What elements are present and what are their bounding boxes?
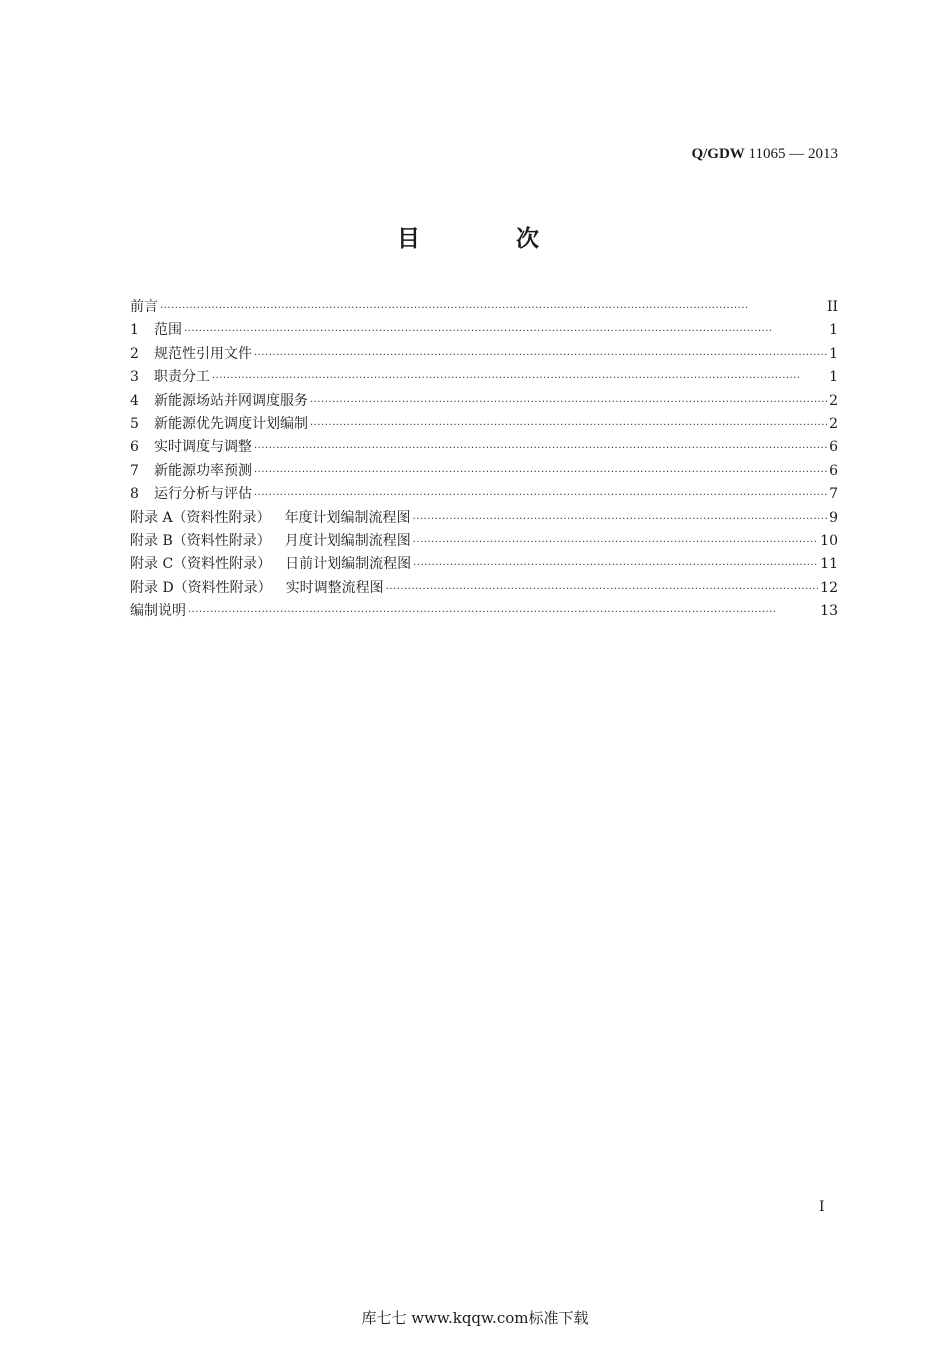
toc-entry-appendix-d[interactable] <box>130 577 838 600</box>
toc-leader-dots <box>254 483 827 506</box>
toc-entry-label: 范围 <box>154 322 182 339</box>
toc-title: 目 次 <box>396 226 583 252</box>
appendix-label: 附录 A（资料性附录） <box>130 509 271 526</box>
toc-entry-label: 编制说明 <box>130 603 186 620</box>
appendix-label: 附录 B（资料性附录） <box>130 532 271 549</box>
toc-entry-6[interactable] <box>130 436 838 459</box>
toc-leader-dots <box>310 390 827 413</box>
toc-leader-dots <box>160 296 825 319</box>
toc-entry-label <box>130 507 411 530</box>
toc-entry-label: 新能源优先调度计划编制 <box>154 415 308 432</box>
toc-entry-number: 8 <box>130 486 139 503</box>
toc-entry-label: 运行分析与评估 <box>154 486 252 503</box>
toc-entry-page: 11 <box>820 556 838 573</box>
toc-entry-page: 6 <box>829 439 838 456</box>
standard-code <box>691 146 838 163</box>
toc-entry-label: 前言 <box>130 299 158 315</box>
appendix-title: 实时调整流程图 <box>285 579 384 596</box>
toc-leader-dots <box>310 413 827 436</box>
toc-entry-5[interactable] <box>130 413 838 436</box>
toc-entry-label: 新能源场站并网调度服务 <box>154 392 308 409</box>
toc-entry-page: 1 <box>829 369 838 386</box>
table-of-contents <box>130 296 838 623</box>
toc-entry-2[interactable] <box>130 343 838 366</box>
toc-leader-dots <box>212 366 827 389</box>
toc-leader-dots <box>254 436 827 459</box>
toc-entry-page: 9 <box>829 509 838 526</box>
toc-entry-page: 1 <box>829 322 838 339</box>
toc-leader-dots <box>413 553 818 576</box>
toc-entry-8[interactable] <box>130 483 838 506</box>
toc-entry-page: 2 <box>829 415 838 432</box>
toc-entry-3[interactable] <box>130 366 838 389</box>
appendix-title: 年度计划编制流程图 <box>284 509 411 526</box>
toc-entry-label: 实时调度与调整 <box>154 439 252 456</box>
standard-number: 11065 — 2013 <box>748 146 838 162</box>
toc-entry-7[interactable] <box>130 460 838 483</box>
toc-entry-page: 12 <box>820 579 838 596</box>
toc-entry-label <box>130 577 384 600</box>
toc-entry-4[interactable] <box>130 390 838 413</box>
appendix-title: 月度计划编制流程图 <box>284 532 411 549</box>
toc-entry-number: 6 <box>130 439 139 456</box>
toc-entry-page: 2 <box>829 392 838 409</box>
toc-entry-number: 4 <box>130 392 139 409</box>
toc-entry-number: 2 <box>130 345 139 362</box>
footer-watermark: 库七七 www.kqqw.com标准下载 <box>361 1309 589 1327</box>
page-number: I <box>819 1199 825 1215</box>
appendix-label: 附录 D（资料性附录） <box>130 579 272 596</box>
toc-leader-dots <box>188 600 818 623</box>
toc-entry-page: 7 <box>829 486 838 503</box>
toc-entry-label: 新能源功率预测 <box>154 462 252 479</box>
toc-entry-appendix-b[interactable] <box>130 530 838 553</box>
toc-entry-page: 10 <box>820 532 838 549</box>
toc-leader-dots <box>184 319 827 342</box>
toc-entry-page: 13 <box>820 603 838 620</box>
toc-entry-page: II <box>826 299 838 315</box>
toc-entry-appendix-c[interactable] <box>130 553 838 576</box>
toc-entry-explanation[interactable] <box>130 600 838 623</box>
toc-leader-dots <box>386 577 818 600</box>
toc-entry-number: 1 <box>130 322 139 339</box>
toc-entry-label: 职责分工 <box>154 369 210 386</box>
toc-leader-dots <box>254 343 827 366</box>
appendix-label: 附录 C（资料性附录） <box>130 556 272 573</box>
appendix-title: 日前计划编制流程图 <box>285 556 412 573</box>
toc-entry-label <box>130 553 411 576</box>
toc-entry-number: 7 <box>130 462 139 479</box>
toc-entry-1[interactable] <box>130 319 838 342</box>
toc-leader-dots <box>254 460 827 483</box>
toc-entry-page: 6 <box>829 462 838 479</box>
toc-entry-label: 规范性引用文件 <box>154 345 252 362</box>
toc-entry-number: 5 <box>130 415 139 432</box>
toc-entry-page: 1 <box>829 345 838 362</box>
standard-prefix: Q/GDW <box>691 146 745 162</box>
toc-entry-foreword[interactable] <box>130 296 838 319</box>
toc-leader-dots <box>413 507 828 530</box>
toc-entry-number: 3 <box>130 369 139 386</box>
toc-entry-appendix-a[interactable] <box>130 507 838 530</box>
toc-entry-label <box>130 530 411 553</box>
toc-leader-dots <box>413 530 818 553</box>
